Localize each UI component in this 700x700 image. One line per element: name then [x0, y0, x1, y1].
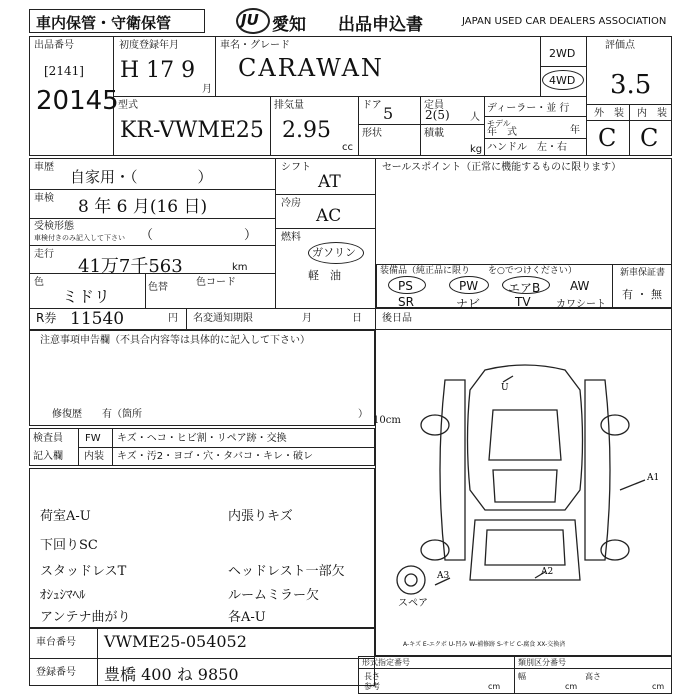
height-label: 高さ [585, 672, 601, 681]
tire-rear-left [421, 540, 449, 560]
displacement-value: 2.95 [282, 118, 331, 143]
association-name: JAPAN USED CAR DEALERS ASSOCIATION [462, 16, 667, 27]
recycle-unit: 円 [168, 313, 178, 324]
remarks-label: 後日品 [382, 313, 412, 324]
car-front-outline [468, 365, 583, 510]
fuel-label: 燃料 [281, 232, 301, 243]
equip-tv: TV [515, 295, 531, 309]
fw-text: キズ・ヘコ・ヒビ割・リペア跡・交換 [117, 433, 287, 444]
mark-u: U [501, 383, 509, 393]
listing-number: 20145 [36, 86, 119, 116]
grade-label: 評価点 [605, 40, 635, 51]
notice-day: 日 [352, 313, 362, 324]
mileage-label: 走行 [34, 249, 54, 260]
repair-label: 修復歴 有（箇所 [52, 409, 142, 420]
equip-airbag-circle [502, 276, 550, 294]
equip-ps-circle [388, 276, 426, 294]
repair-close: ） [358, 409, 368, 420]
dealer-label: ディーラー・並 行 [487, 103, 570, 114]
weight-label: 積載 [424, 128, 444, 139]
tire-front-right [601, 415, 629, 435]
form-title: 出品申込書 [338, 15, 423, 35]
ref-label-1: 参考 [364, 682, 380, 691]
interior-value: C [640, 124, 659, 152]
chassis-value: VWME25-054052 [104, 632, 247, 651]
int-text: キズ・汚2・ヨゴ・穴・タバコ・キレ・破レ [117, 451, 313, 462]
fuel-value: ガソリン [312, 246, 356, 259]
length-label: 長さ [364, 672, 380, 681]
capacity-value: 2(5) [425, 108, 450, 122]
equip-sr: SR [398, 295, 414, 309]
mark-a1-right: A1 [647, 473, 660, 483]
form-type-label: 形式指定番号 [362, 658, 410, 667]
equip-pw: PW [459, 279, 479, 293]
weight-unit: kg [470, 144, 483, 155]
notice-month: 月 [302, 313, 312, 324]
capacity-label: 定員 [424, 100, 444, 111]
remark-left-2: 下回りSC [40, 538, 98, 553]
remark-left-1: 荷室A-U [40, 509, 91, 524]
reg-year-value: H 17 9 [120, 58, 196, 83]
notes-label: 注意事項申告欄（不具合内容等は具体的に記入して下さい） [40, 335, 310, 346]
shift-value: AT [318, 172, 341, 192]
equip-seat: カワシート [556, 299, 606, 310]
category-label: 類別区分番号 [518, 658, 566, 667]
warranty-label: 新車保証書 [620, 268, 666, 278]
exterior-label: 外 装 [594, 108, 624, 119]
inspector-label-2: 記入欄 [33, 451, 63, 462]
plate-label: 登録番号 [36, 667, 76, 678]
listing-number-bracket: [2141] [44, 64, 84, 78]
model-year-label-2: 年 式 [487, 127, 517, 138]
spare-tire [397, 566, 425, 594]
inspection-value: 8 年 6 月(16 日) [78, 197, 208, 217]
cm-1: cm [488, 682, 501, 691]
displacement-unit: cc [342, 142, 353, 153]
recycle-label: R券 [36, 311, 57, 325]
car-right-side [585, 380, 610, 560]
reg-month-unit: 月 [202, 84, 212, 95]
chassis-label: 車台番号 [36, 637, 76, 648]
capacity-unit: 人 [470, 112, 480, 123]
mileage-unit: km [232, 262, 248, 273]
mileage-value: 41万7千563 [78, 256, 183, 277]
notice-label: 名変通知期限 [193, 313, 253, 324]
equip-pw-circle [449, 276, 489, 294]
remark-right-2: ヘッドレスト一部欠 [228, 564, 345, 579]
model-year-label-1: モデル [487, 119, 511, 128]
drive-4wd: 4WD [549, 74, 576, 87]
inspection-label: 車検 [34, 193, 54, 204]
equip-airbag: エアB [508, 281, 541, 295]
receipt-value: （ ） [140, 228, 258, 243]
grade-value: 3.5 [610, 70, 652, 100]
color-change-label: 色替 [148, 282, 168, 293]
remark-right-4: 各A-U [228, 610, 266, 625]
type-value: KR-VWME25 [120, 118, 264, 143]
shape-label: 形状 [362, 128, 382, 139]
cm-2: cm [565, 682, 578, 691]
cm-3: cm [652, 682, 665, 691]
tire-rear-right [601, 540, 629, 560]
interior-label: 内 装 [637, 108, 667, 119]
storage-title: 車内保管・守衛保管 [36, 14, 172, 32]
warranty-value: 有 ・ 無 [622, 288, 662, 301]
ac-label: 冷房 [281, 198, 301, 209]
equipment-label: 装備品（純正品に限り を○でつけください） [380, 266, 577, 276]
model-value: CARAWAN [238, 54, 384, 82]
listing-number-label: 出品番号 [34, 40, 74, 51]
fw-label: FW [85, 433, 101, 444]
mark-a2: A2 [541, 567, 554, 577]
model-label: 車名・グレード [220, 40, 290, 51]
model-year-unit: 年 [570, 125, 580, 136]
receipt-label: 受検形態 [34, 221, 74, 232]
tire-front-left [421, 415, 449, 435]
recycle-value: 11540 [70, 309, 125, 329]
ac-value: AC [316, 206, 342, 226]
handle-label: ハンドル 左・右 [487, 142, 567, 153]
equip-aw: AW [570, 279, 590, 293]
receipt-note: 車検付きのみ記入して下さい [34, 234, 125, 242]
displacement-label: 排気量 [274, 100, 304, 111]
damage-legend: A-キズ E-エクボ U-凹み W-補修跡 S-サビ C-腐食 XX-交換済 [403, 641, 566, 648]
history-value: 自家用・（ ） [70, 168, 213, 186]
width-label: 幅 [518, 672, 526, 681]
reg-year-label: 初度登録年月 [119, 40, 179, 51]
shift-label: シフト [281, 162, 311, 173]
remark-right-3: ルームミラー欠 [228, 588, 320, 603]
remark-right-1: 内張りキズ [228, 509, 293, 524]
car-diagram [375, 340, 672, 630]
equip-ps: PS [398, 279, 413, 293]
car-left-side [440, 380, 465, 560]
spare-label: スペア [398, 598, 428, 609]
remark-left-4: ｵｼｭｼﾏﾍﾙ [40, 588, 86, 603]
type-label: 型式 [118, 100, 138, 111]
int-label: 内装 [84, 451, 104, 462]
color-label: 色 [34, 277, 44, 288]
notes-annotation: 10cm [373, 415, 401, 426]
sales-label: セールスポイント（正常に機能するものに限ります） [382, 162, 622, 173]
fuel-alt: 軽 油 [308, 269, 341, 282]
doors-label: ドア [362, 100, 382, 111]
ju-logo-text: JU [241, 11, 259, 29]
remark-left-5: アンテナ曲がり [40, 610, 131, 625]
remark-left-3: スタッドレスT [40, 564, 127, 579]
color-code-label: 色コード [196, 277, 236, 288]
doors-value: 5 [383, 104, 394, 123]
history-label: 車歴 [34, 162, 54, 173]
plate-value: 豊橋 400 ね 9850 [104, 665, 239, 684]
brand-name: 愛知 [272, 15, 306, 35]
inspector-label-1: 検査員 [33, 433, 63, 444]
color-value: ミドリ [62, 287, 111, 306]
drive-2wd: 2WD [549, 47, 576, 60]
equip-navi: ナビ [456, 297, 481, 311]
mark-a3: A3 [437, 571, 450, 581]
exterior-value: C [598, 124, 617, 152]
